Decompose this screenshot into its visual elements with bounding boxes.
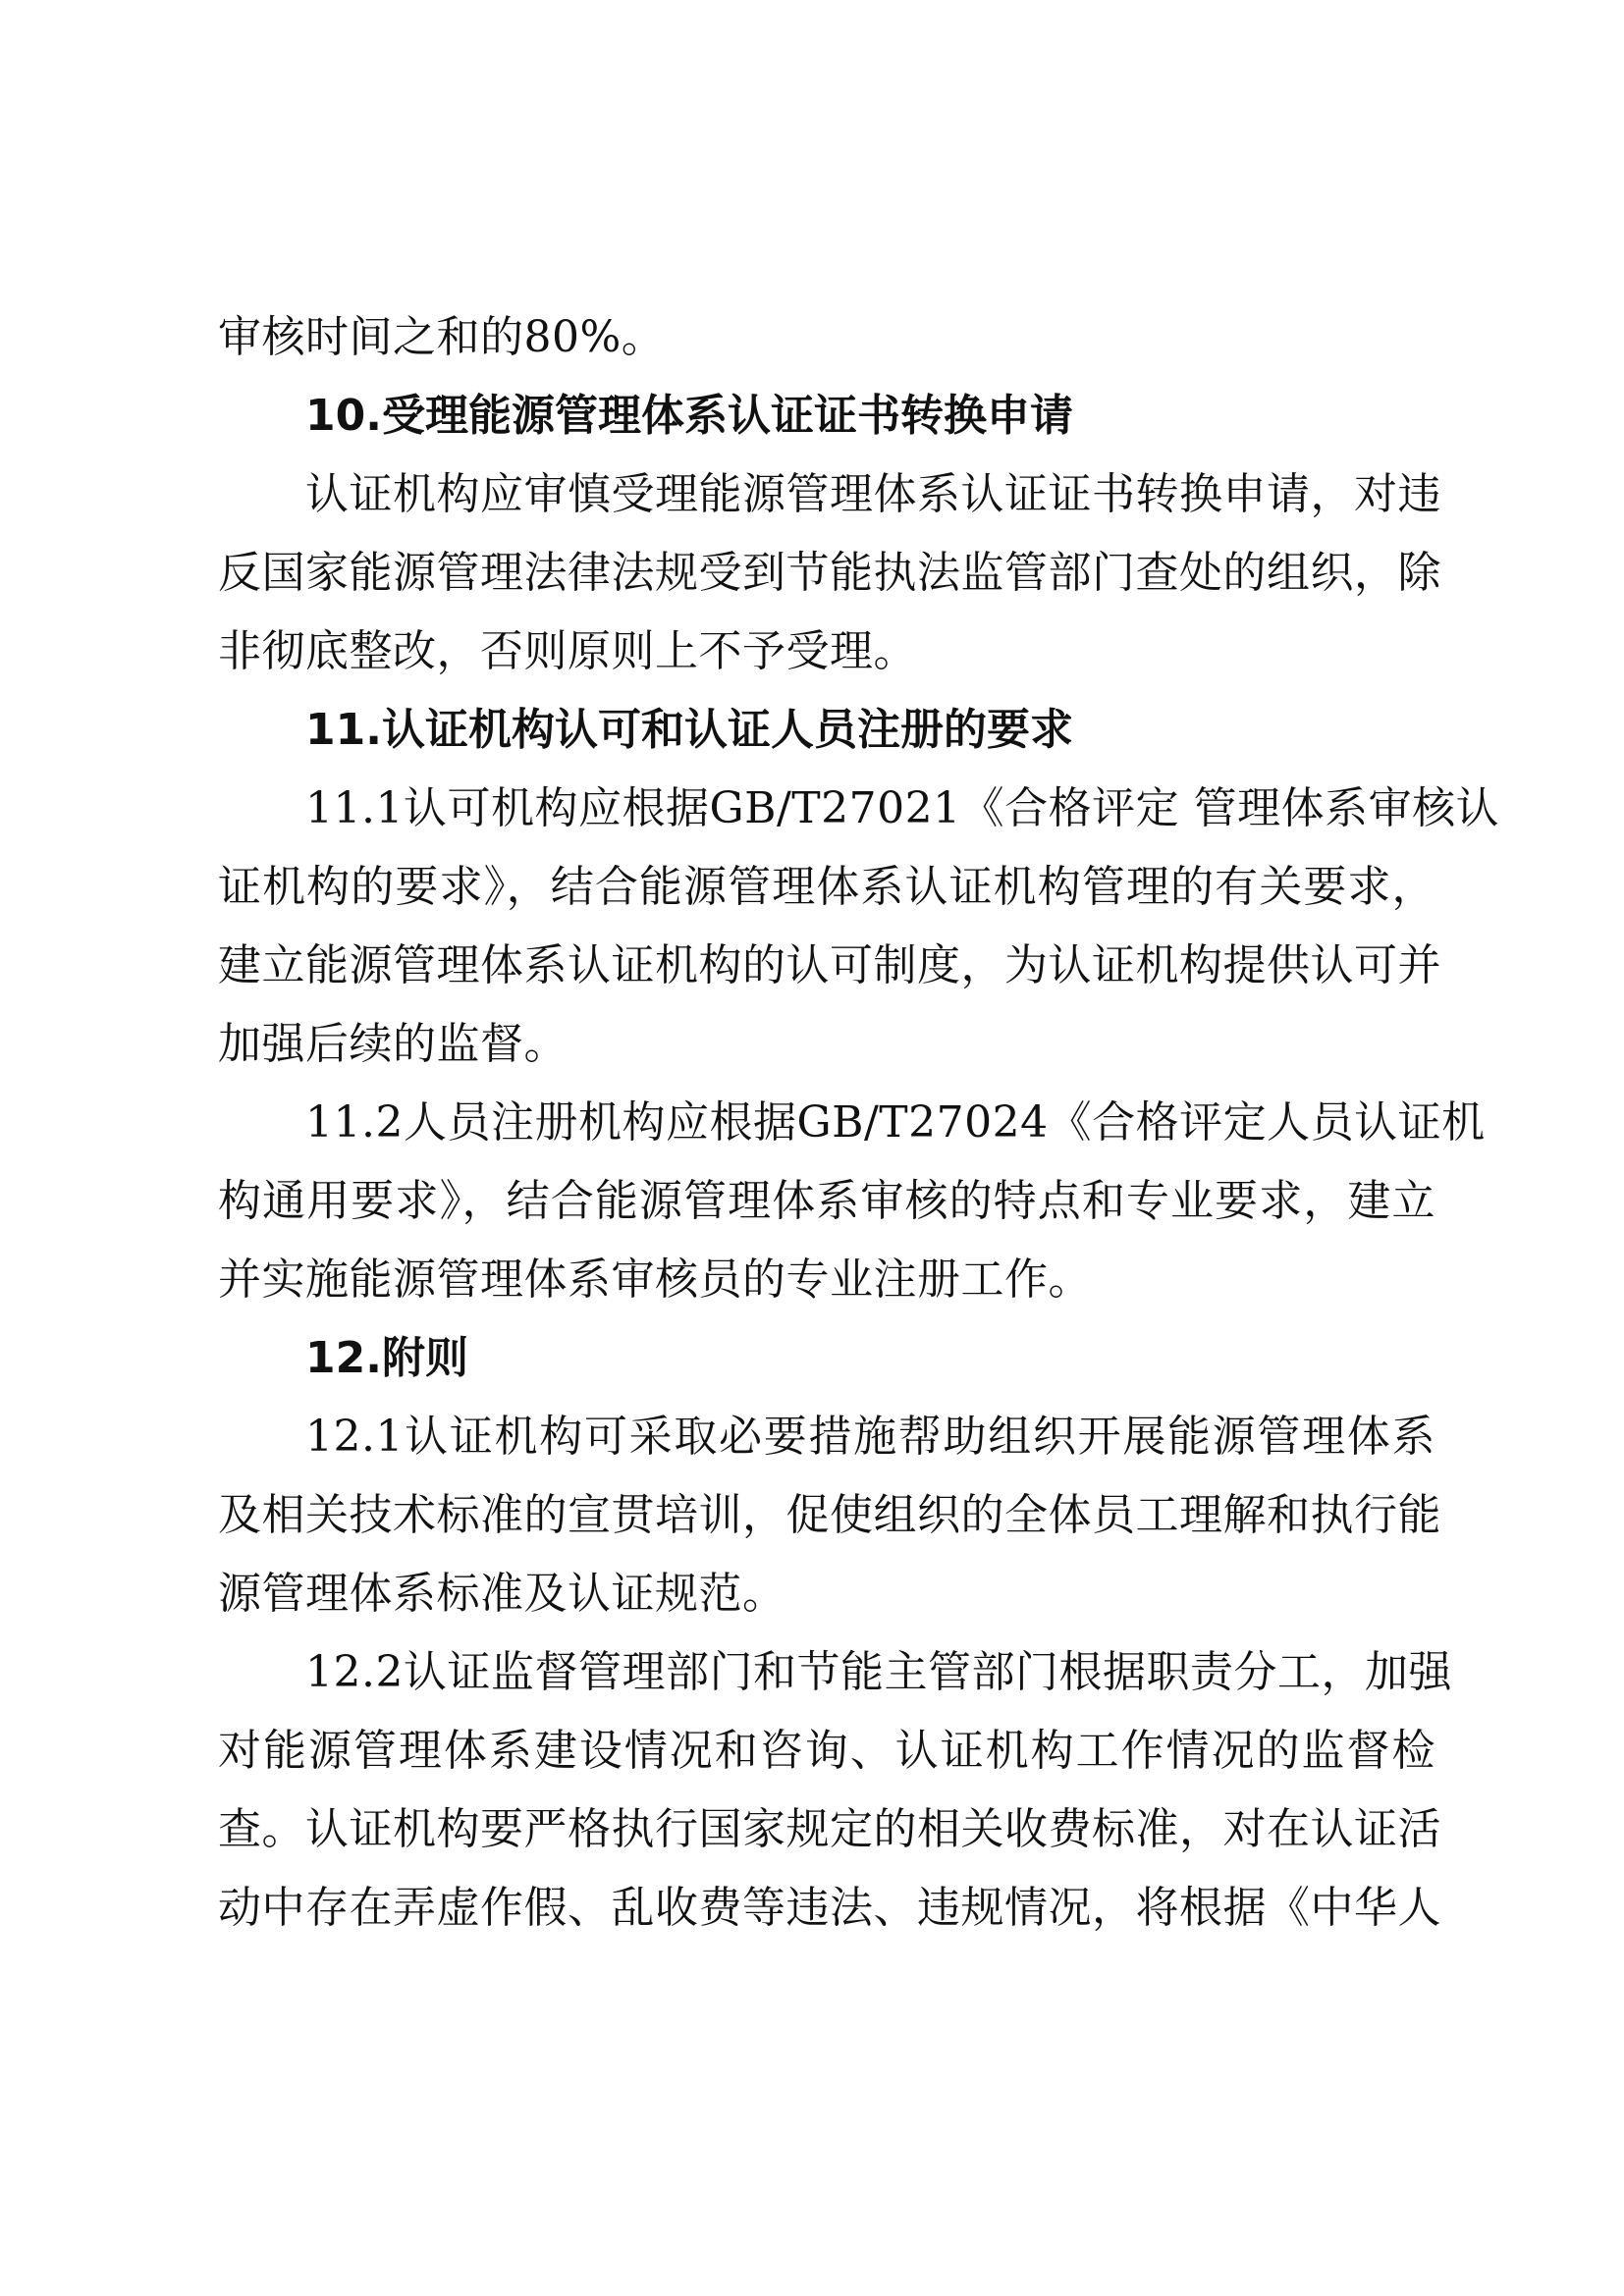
- text-line: 源管理体系标准及认证规范。: [218, 1569, 786, 1619]
- section-heading-12: 12.附则: [305, 1333, 468, 1383]
- text-line: 对能源管理体系建设情况和咨询、认证机构工作情况的监督检: [218, 1726, 1435, 1776]
- text-line: 查。认证机构要严格执行国家规定的相关收费标准，对在认证活: [218, 1804, 1441, 1854]
- text-line: 12.1认证机构可采取必要措施帮助组织开展能源管理体系: [305, 1412, 1435, 1462]
- text-line: 11.1认可机构应根据GB/T27021《合格评定 管理体系审核认: [305, 783, 1500, 833]
- section-heading-10: 10.受理能源管理体系认证证书转换申请: [305, 391, 1073, 441]
- text-line: 11.2人员注册机构应根据GB/T27024《合格评定人员认证机: [305, 1097, 1486, 1148]
- text-line: 非彻底整改，否则原则上不予受理。: [218, 626, 917, 676]
- text-line: 动中存在弄虚作假、乱收费等违法、违规情况，将根据《中华人: [218, 1883, 1441, 1933]
- text-line: 反国家能源管理法律法规受到节能执法监管部门查处的组织，除: [218, 548, 1441, 598]
- text-line: 构通用要求》，结合能源管理体系审核的特点和专业要求，建立: [218, 1176, 1435, 1226]
- text-line: 认证机构应审慎受理能源管理体系认证证书转换申请，对违: [305, 469, 1441, 519]
- text-line: 12.2认证监督管理部门和节能主管部门根据职责分工，加强: [305, 1647, 1452, 1697]
- section-heading-11: 11.认证机构认可和认证人员注册的要求: [305, 705, 1073, 755]
- text-line: 证机构的要求》，结合能源管理体系认证机构管理的有关要求，: [218, 862, 1435, 912]
- text-line: 及相关技术标准的宣贯培训，促使组织的全体员工理解和执行能: [218, 1490, 1441, 1540]
- text-line: 并实施能源管理体系审核员的专业注册工作。: [218, 1255, 1092, 1305]
- text-line: 加强后续的监督。: [218, 1019, 568, 1069]
- text-line: 审核时间之和的80%。: [218, 312, 666, 362]
- text-line: 建立能源管理体系认证机构的认可制度，为认证机构提供认可并: [218, 940, 1441, 990]
